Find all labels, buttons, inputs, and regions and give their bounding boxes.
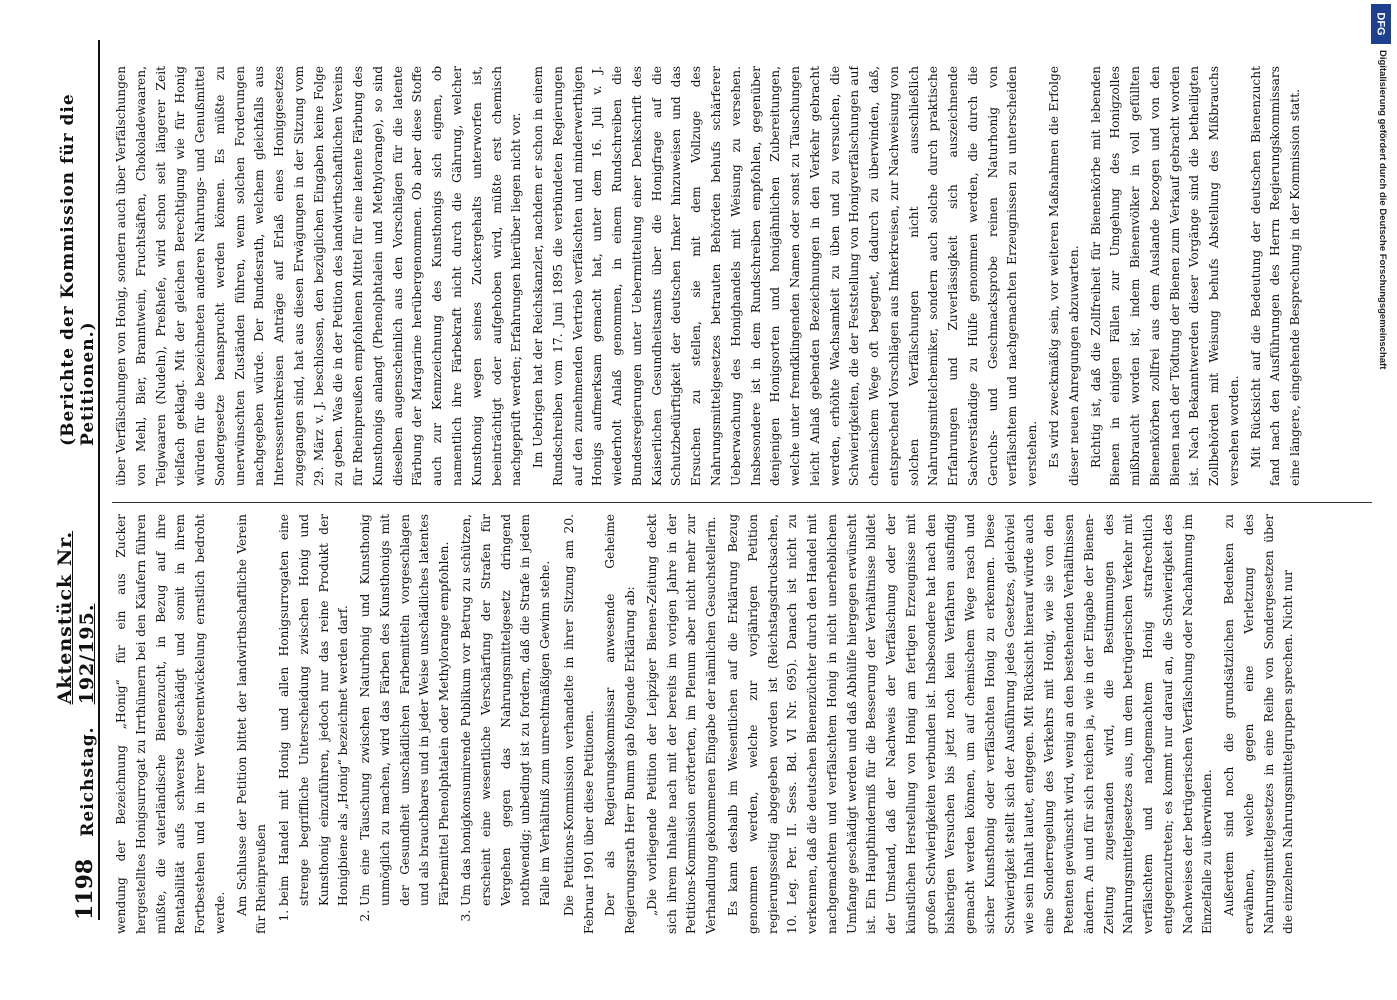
list-item: 1. beim Handel mit Honig und allen Honigsurrogaten eine strenge begriffliche Unterscheidung zwischen Honig und Kunsthonig einzuführen, jedoch nur das reine Produkt der Honigbiene als „Honig“ bezeichnet werden darf.: [275, 514, 354, 906]
paragraph: „Die vorliegende Petition der Leipziger Bienen-Zeitung deckt sich ihrem Inhalte nach mit der bereits im vorigen Jahre in der Petitions-Kommission erörterten, im Plenum aber nicht mehr zur Verhandlung gekommenen Eingabe der nämlichen Gesuchstellerin.: [644, 514, 719, 934]
dfg-sidebar: [1371, 0, 1393, 1000]
right-column: [112, 66, 1372, 486]
paragraph: Die Petitions-Kommission verhandelte in ihrer Sitzung am 20. Februar 1901 über diese Petitionen.: [561, 514, 596, 934]
page-number: 1198: [72, 858, 98, 920]
dfg-logo-text: DFG: [1375, 12, 1388, 36]
left-column: [112, 514, 1372, 934]
paragraph: Mit Rücksicht auf die Bedeutung der deutschen Bienenzucht fand nach den Ausführungen des Herrn Regierungskommissars eine längere, eingehende Besprechung in der Kommission statt.: [1248, 66, 1303, 486]
dfg-logo: [1371, 4, 1391, 44]
page-header: [34, 40, 100, 920]
list-item: 3. Um das honigkonsumirende Publikum vor Betrug zu schützen, erscheint eine wesentliche Verschärfung der Strafen für Vergehen gegen das Nahrungsmittelgesetz dringend nothwendig; unbedingt ist zu fordern, daß die Strafe in jedem Falle im Verhältniß zum unrechtmäßigen Gewinn stehe.: [457, 514, 556, 906]
petition-demands-list: [275, 514, 556, 934]
paragraph: über Verfälschungen von Honig, sondern auch über Verfälschungen von Mehl, Bier, Branntwein, Fruchtsäften, Chokoladewaaren, Teigwaaren (Nudeln), Preßhefe, wird schon seit längerer Zeit vielfach geklagt. Mit der gleichen Berechtigung wie für Honig würden für die bezeichneten anderen Nahrungs- und Genußmittel Sondergesetze beansprucht werden können. Es müßte zu unerwünschten Zuständen führen, wenn solchen Forderungen nachgegeben würde. Der Bundesrath, welchem gleichfalls aus Interessentenkreisen Anträge auf Erlaß eines Honiggesetzes zugegangen sind, hat aus diesen Erwägungen in der Sitzung vom 29. März v. J. beschlossen, den bezüglichen Eingaben keine Folge zu geben. Was die in der Petition des landwirthschaftlichen Vereins für Rheinpreußen empfohlenen Mittel für eine latente Färbung des Kunsthonigs anlangt (Phenolphtalein und Methylorange), so sind dieselben augenscheinlich aus den Vorschlägen für die latente Färbung der Margarine herübergenommen. Ob aber diese Stoffe auch zur Kennzeichnung des Kunsthonigs sich eignen, ob namentlich ihre Färbekraft nicht durch die Gährung, welcher Kunsthonig wegen seines Zuckergehalts unterworfen ist, beeinträchtigt oder aufgehoben wird, müßte erst chemisch nachgeprüft werden; Erfahrungen hierüber liegen nicht vor.: [114, 66, 524, 486]
paragraph: Außerdem sind noch die grundsätzlichen Bedenken zu erwähnen, welche gegen eine Verletzung des Nahrungsmittelgesetzes in eine Reihe von Sondergesetzen über die einzelnen Nahrungsmittelgruppen sprechen. Nicht nur: [1222, 514, 1296, 934]
column-divider: [112, 502, 1372, 503]
paragraph: Der als Regierungskommissar anwesende Geheime Regierungsrath Herr Bumm gab folgende Erklärung ab:: [603, 514, 638, 934]
header-center: Aktenstück Nr. 192/195.: [54, 530, 98, 705]
paragraph: Im Uebrigen hat der Reichskanzler, nachdem er schon in einem Rundschreiben vom 17. Juni 1895 die verbündeten Regierungen auf den zunehmenden Vertrieb verfälschten und minderwerthigen Honigs aufmerksam gemacht hat, unter dem 16. Juli v. J. wiederholt Anlaß genommen, in einem Rundschreiben die Bundesregierungen unter Uebermittelung einer Denkschrift des Kaiserlichen Gesundheitsamts über die Honigfrage auf die Schutzbedürftigkeit der deutschen Imker hinzuweisen und das Ersuchen zu stellen, sie mit dem Vollzuge des Nahrungsmittelgesetzes betrauten Behörden behufs schärferer Ueberwachung des Honighandels mit Weisung zu versehen. Insbesondere ist in dem Rundschreiben empfohlen, gegenüber denjenigen Honigsorten und honigähnlichen Zubereitungen, welche unter fremdklingenden Namen oder sonst zu Täuschungen leicht Anlaß gebenden Bezeichnungen in den Verkehr gebracht werden, erhöhte Wachsamkeit zu üben und zu versuchen, die Schwierigkeiten, die der Feststellung von Honigverfälschungen auf chemischem Wege oft begegnet, dadurch zu überwinden, daß, entsprechend Vorschlägen aus Imkerkreisen, zur Nachweisung von solchen Verfälschungen nicht ausschließlich Nahrungsmittelchemiker, sondern auch solche durch praktische Erfahrungen und Zuverlässigkeit sich auszeichnende Sachverständige zu Hülfe genommen werden, die durch die Geruchs- und Geschmacksprobe reinen Naturhonig von verfälschtem und nachgemachten Erzeugnissen zu unterscheiden verstehen.: [531, 66, 1040, 486]
paragraph: Es kann deshalb im Wesentlichen auf die Erklärung Bezug genommen werden, welche zur vorjährigen Petition regierungsseitig abgegeben worden ist (Reichstagsdrucksachen, 10. Leg. Per. II. Sess. Bd. VI Nr. 695). Danach ist nicht zu verkennen, daß die deutschen Bienenzüchter durch den Handel mit nachgemachtem und verfälschtem Honig in nicht unerheblichem Umfange geschädigt werden und daß Abhülfe hiergegen erwünscht ist. Ein Haupthinderniß für die Besserung der Verhältnisse bildet der Umstand, daß der Nachweis der Verfälschung oder der künstlichen Herstellung von Honig am fertigen Erzeugnisse mit großen Schwierigkeiten verbunden ist. Insbesondere hat nach den bisherigen Versuchen bis jetzt noch kein Verfahren ausfindig gemacht werden können, um auf chemischem Wege rasch und sicher Kunsthonig oder verfälschten Honig zu erkennen. Diese Schwierigkeit stellt sich der Ausführung jedes Gesetzes, gleichviel wie sein Inhalt lautet, entgegen. Mit Rücksicht hierauf würde auch eine Sonderregelung des Verkehrs mit Honig, wie sie von den Petenten gewünscht wird, wenig an den bestehenden Verhältnissen ändern. An und für sich reichen ja, wie in der Eingabe der Bienen-Zeitung zugestanden wird, die Bestimmungen des Nahrungsmittelgesetzes aus, um dem betrügerischen Verkehr mit verfälschtem und nachgemachtem Honig strafrechtlich entgegenzutreten; es kommt nur darauf an, die Schwierigkeit des Nachweises der betrügerischen Verfälschung oder Nachahmung im Einzelfalle zu überwinden.: [725, 514, 1215, 934]
header-right: (Berichte der Kommission für die Petitionen.): [58, 93, 98, 446]
paragraph: Es wird zweckmäßig sein, vor weiteren Maßnahmen die Erfolge dieser neuen Anregungen abzuwarten.: [1046, 66, 1081, 486]
list-item: 2. Um eine Täuschung zwischen Naturhonig und Kunsthonig unmöglich zu machen, wird das Färben des Kunsthonigs mit der Gesundheit unschädlichen Farbemitteln vorgeschlagen und als brauchbares und in jeder Weise unschädliches latentes Färbemittel Phenolphtalein oder Methylorange empfohlen.: [356, 514, 455, 906]
header-left: Reichstag.: [78, 726, 98, 837]
paragraph: wendung der Bezeichnung „Honig“ für ein aus Zucker hergestelltes Honigsurrogat zu Irrthümern bei den Käufern führen müßte, die vaterländische Bienenzucht, in Bezug auf ihre Rentabilität aufs schwerste geschädigt und somit in ihrem Fortbestehen und in ihrer Weiterentwickelung ernstlich bedroht werde.: [114, 514, 227, 934]
paragraph: Am Schlusse der Petition bittet der landwirthschaftliche Verein für Rheinpreußen: [234, 514, 269, 934]
paragraph: Richtig ist, daß die Zollfreiheit für Bienenkörbe mit lebenden Bienen in einigen Fällen zur Umgehung des Honigzolles mißbraucht worden ist, indem Bienenvölker in voll gefüllten Bienenkörben zollfrei aus dem Auslande bezogen und von den Bienen nach der Tödtung der Bienen zum Verkauf gebracht worden ist. Nach Bekanntwerden dieser Vorgänge sind die betheiligten Zollbehörden mit Weisung behufs Abstellung des Mißbrauchs versehen worden.: [1088, 66, 1241, 486]
dfg-caption: Digitalisierung gefördert durch die Deutsche Forschungsgemeinschaft: [1377, 50, 1388, 370]
